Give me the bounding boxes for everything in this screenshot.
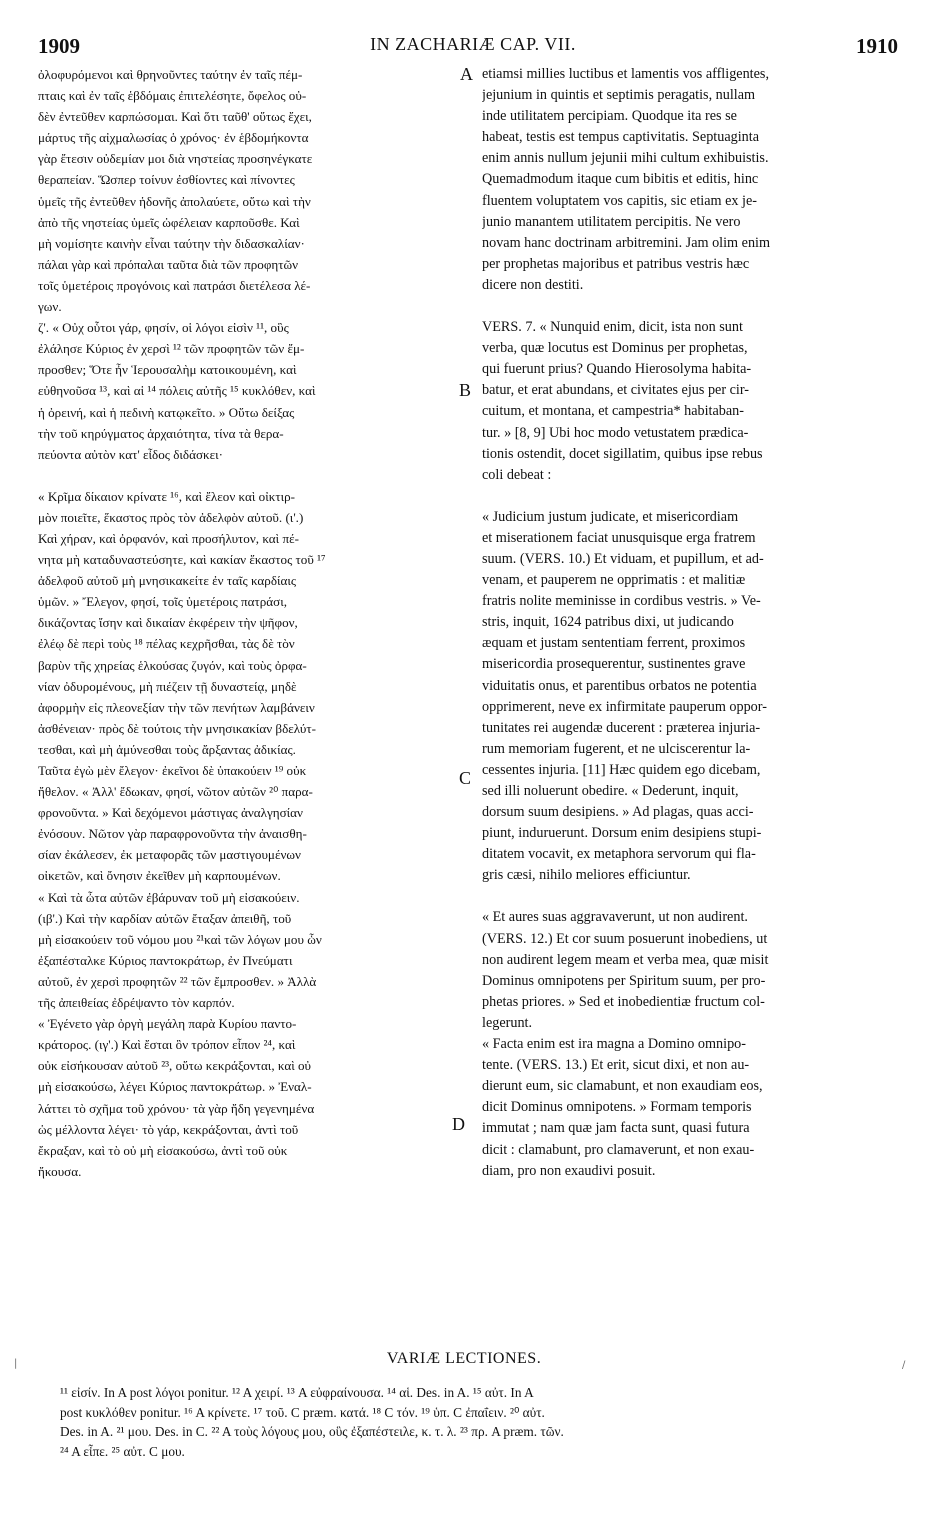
margin-marker-d: D <box>452 1114 465 1134</box>
latin-text-line: cessentes injuria. [11] Hæc quidem ego dicebam, <box>482 761 761 778</box>
greek-text-line: « Ἐγένετο γὰρ ὀργὴ μεγάλη παρὰ Κυρίου παντο- <box>38 1016 297 1032</box>
latin-text-line: Dominus omnipotens per Spiritum suum, per pro- <box>482 972 766 989</box>
latin-text-line: rum memoriam fugerent, et ne ulciscerentur la- <box>482 740 751 757</box>
variant-note-line: ¹¹ εἰσίν. In A post λόγοι ponitur. ¹² A χειρί. ¹³ A εὐφραίνουσα. ¹⁴ αἱ. Des. in A. ¹⁵ αὐτ. In A <box>60 1385 534 1400</box>
greek-text-line: ἐλέῳ δὲ περὶ τοὺς ¹⁸ πέλας κεχρῆσθαι, τὰς δὲ τὸν <box>38 636 295 652</box>
latin-text-line: tunitates rei augendæ ducerent : præterea injuria- <box>482 719 761 736</box>
latin-text-line: ditatem vocavit, ex metaphora servorum qui fla- <box>482 846 756 863</box>
latin-text-line: viduitatis onus, et parentibus orbatos ne potentia <box>482 677 757 694</box>
greek-text-line: γὰρ ἔτεσιν οὐδεμίαν μοι διὰ νηστείας προσηνέγκατε <box>38 151 313 167</box>
greek-column <box>38 64 458 1182</box>
greek-text-line: ἤκουσα. <box>38 1163 82 1179</box>
greek-text-line: νητα μὴ καταδυναστεύσητε, καὶ κακίαν ἕκαστος τοῦ ¹⁷ <box>38 552 326 568</box>
right-page-number: 1910 <box>856 34 898 58</box>
greek-text-line: ὑμῶν. » Ἔλεγον, φησί, τοῖς ὑμετέροις πατράσι, <box>38 594 288 610</box>
margin-marker-c: C <box>459 768 472 788</box>
page-header <box>38 34 908 64</box>
greek-text-line: ὡς μέλλοντα λέγει· τὸ γάρ, κεκράξονται, ἀντὶ τοῦ <box>38 1121 299 1137</box>
greek-text-line: φρονοῦντα. » Καὶ δεχόμενοι μάστιγας ἀναλγησίαν <box>38 805 303 821</box>
variae-lectiones-notes <box>60 1383 890 1461</box>
latin-text-line: jejunium in quintis et septimis peragatis, nullam <box>482 87 756 104</box>
greek-text-line: ζ'. « Οὐχ οὗτοι γάρ, φησίν, οἱ λόγοι εἰσὶν ¹¹, οὓς <box>38 320 289 336</box>
latin-text-line: phetas priores. » Sed et inobedientiæ fructum col- <box>482 993 765 1010</box>
greek-text-line: ἀδελφοῦ αὐτοῦ μὴ μνησικακείτε ἐν ταῖς καρδίαις <box>38 573 297 589</box>
latin-text-line: dierunt eum, sic clamabunt, et non exaudiam eos, <box>482 1078 763 1095</box>
latin-text-line: sed illi noluerunt obedire. « Dederunt, inquit, <box>482 783 739 799</box>
latin-text-line: immutat ; nam quæ jam facta sunt, quasi futura <box>482 1120 750 1137</box>
latin-text-line: cuitum, et montana, et campestria* habitaban- <box>482 403 744 420</box>
latin-text-line: fluentem voluptatem vos capitis, sic etiam ex je- <box>482 192 758 209</box>
greek-text-line: λάττει τὸ σχῆμα τοῦ χρόνου· τὰ γὰρ ἤδη γεγενημένα <box>38 1100 315 1116</box>
latin-text-line: « Et aures suas aggravaverunt, ut non audirent. <box>482 909 748 926</box>
latin-text-line: VERS. 7. « Nunquid enim, dicit, ista non sunt <box>482 319 743 336</box>
margin-marker-a: A <box>460 64 473 84</box>
paragraph-gap <box>482 296 892 317</box>
latin-text-line: suum. (VERS. 10.) Et viduam, et pupillum, et ad- <box>482 550 764 567</box>
variant-note-line: Des. in A. ²¹ μου. Des. in C. ²² A τοὺς λόγους μου, οὓς ἐξαπέστειλε, κ. τ. λ. ²³ πρ. A præm. τῶν. <box>60 1424 564 1439</box>
greek-text-line: οὐκ εἰσήκουσαν αὐτοῦ ²³, οὕτω κεκράξονται, καὶ οὐ <box>38 1058 312 1074</box>
latin-text-line: fratris nolite meminisse in cordibus vestris. » Ve- <box>482 593 761 610</box>
latin-text-line: venam, et pauperem ne opprimatis : et malitiæ <box>482 572 746 589</box>
greek-text-line: Καὶ χήραν, καὶ ὀρφανόν, καὶ προσήλυτον, καὶ πέ- <box>38 530 299 546</box>
latin-text-line: batur, et erat abundans, et civitates ejus per cir- <box>482 382 750 399</box>
greek-text-line: πταις καὶ ἐν ταῖς ἑβδόμαις ἐπιτελέσητε, ὄφελος οὐ- <box>38 88 307 104</box>
greek-text-line: ὑμεῖς τῆς ἐντεῦθεν ἡδονῆς ἀπολαύετε, οὕτω καὶ τὴν <box>38 193 311 209</box>
greek-text-line: ἀφορμὴν εἰς πλεονεξίαν τὴν τῶν πενήτων λαμβάνειν <box>38 699 315 715</box>
greek-text-line: δὲν ἐντεῦθεν καρπώσομαι. Καὶ ὅτι ταῦθ' οὕτως ἔχει, <box>38 109 312 125</box>
greek-text-line: ἐνόσουν. Νῶτον γὰρ παραφρονοῦντα τὴν ἀναισθη- <box>38 826 307 842</box>
latin-column <box>482 64 892 1182</box>
latin-text-line: tionis ostendit, docet sigillatim, quibus ipse rebus <box>482 445 763 462</box>
latin-text-line: dicere non destiti. <box>482 276 584 293</box>
greek-text-line: Ταῦτα ἐγὼ μὲν ἔλεγον· ἐκεῖνοι δὲ ὑπακούειν ¹⁹ οὐκ <box>38 763 307 778</box>
greek-text-line: προσθεν; Ὅτε ἦν Ἱερουσαλὴμ κατοικουμένη, καὶ <box>38 362 297 378</box>
paragraph-gap <box>482 886 892 907</box>
scan-speck: | <box>14 1358 18 1369</box>
greek-text-line: δικάζοντας ἴσην καὶ δικαίαν ἐκφέρειν τὴν ψῆφον, <box>38 615 298 631</box>
latin-text-line: opprimerent, neve ex infirmitate pauperum oppor- <box>482 698 767 715</box>
latin-text-line: etiamsi millies luctibus et lamentis vos affligentes, <box>482 66 769 82</box>
greek-text-line: μὴ εἰσακούειν τοῦ νόμου μου ²¹καὶ τῶν λόγων μου ὧν <box>38 931 322 947</box>
greek-text-line: τεσθαι, καὶ μὴ ἀμύνεσθαι τοὺς ἄρξαντας ἀδικίας. <box>38 741 296 757</box>
latin-text-line: inde utilitatem percipiam. Quodque ita res se <box>482 108 737 125</box>
latin-text-line: piunt, induruerunt. Dorsum enim desipiens stupi- <box>482 825 762 842</box>
latin-text-line: tur. » [8, 9] Ubi hoc modo vetustatem prædica- <box>482 424 749 441</box>
latin-text-line: Quemadmodum itaque cum bibitis et editis, hinc <box>482 171 759 188</box>
latin-text-line: gris cæsi, nihilo meliores efficiuntur. <box>482 867 691 884</box>
greek-text-line: μὴ νομίσητε καινὴν εἶναι ταύτην τὴν διδασκαλίαν· <box>38 235 305 251</box>
paragraph-gap <box>38 465 458 486</box>
greek-text-line: κράτορος. (ιγ'.) Καὶ ἔσται ὃν τρόπον εἶπον ²⁴, καὶ <box>38 1037 296 1053</box>
latin-text-line: dicit : clamabunt, pro clamaverunt, et non exau- <box>482 1141 755 1158</box>
latin-text-line: coli debeat : <box>482 466 552 483</box>
paragraph-gap <box>482 486 892 507</box>
latin-text-line: novam hanc doctrinam arbitremini. Jam olim enim <box>482 234 771 251</box>
greek-text-line: βαρὺν τῆς χηρείας ἑλκούσας ζυγόν, καὶ τοὺς ὀρφα- <box>38 657 307 673</box>
greek-text-line: θεραπείαν. Ὥσπερ τοίνυν ἐσθίοντες καὶ πίνοντες <box>38 172 295 188</box>
greek-text-line: « Καὶ τὰ ὦτα αὐτῶν ἐβάρυναν τοῦ μὴ εἰσακούειν. <box>38 889 300 905</box>
latin-text-line: junio manantem utilitatem percipitis. Ne vero <box>482 213 741 230</box>
greek-text-line: νίαν ὀδυρομένους, μὴ πιέζειν τῇ δυναστείᾳ, μηδὲ <box>38 678 297 694</box>
greek-text-line: ἀσθένειαν· πρὸς δὲ τούτοις τὴν μνησικακίαν βδελύτ- <box>38 720 316 736</box>
greek-text-line: μάρτυς τῆς αἰχμαλωσίας ὁ χρόνος· ἐν ἑβδομήκοντα <box>38 130 309 146</box>
greek-text-line: τῆς ἀπειθείας ἐδρέψαντο τὸν καρπόν. <box>38 995 235 1011</box>
greek-text-line: ἡ ὀρεινή, καὶ ἡ πεδινὴ κατῳκεῖτο. » Οὕτω δείξας <box>38 404 295 420</box>
latin-text-line: verba, quæ locutus est Dominus per prophetas, <box>482 340 748 357</box>
running-title: IN ZACHARIÆ CAP. VII. <box>370 34 576 54</box>
latin-text-line: dicit Dominus omnipotens. » Formam temporis <box>482 1099 752 1116</box>
greek-text-line: (ιβ'.) Καὶ τὴν καρδίαν αὐτῶν ἔταξαν ἀπειθῆ, τοῦ <box>38 910 292 926</box>
variae-lectiones-title: VARIÆ LECTIONES. <box>386 1350 542 1367</box>
latin-text-line: misericordia prosequerentur, sustinentes grave <box>482 656 746 673</box>
latin-text-line: æquam et justam sententiam ferrent, proximos <box>482 635 746 652</box>
greek-text-line: οἰκετῶν, καὶ ὄνησιν ἐκεῖθεν μὴ καρπουμένων. <box>38 868 281 884</box>
latin-text-line: enim annis nullum jejunii mihi cultum exhibuistis. <box>482 150 769 167</box>
latin-text-line: legerunt. <box>482 1014 533 1031</box>
latin-text-line: « Judicium justum judicate, et misericordiam <box>482 508 739 525</box>
latin-text-line: dorsum suum desipiens. » Ad plagas, quas acci- <box>482 804 754 821</box>
greek-text-line: ἔκραξαν, καὶ τὸ οὐ μὴ εἰσακούσω, ἀντὶ τοῦ οὐκ <box>38 1142 288 1158</box>
latin-text-line: per prophetas majoribus et patribus vestris hæc <box>482 255 750 272</box>
greek-text-line: εὐθηνοῦσα ¹³, καὶ αἱ ¹⁴ πόλεις αὐτῆς ¹⁵ κυκλόθεν, καὶ <box>38 383 316 399</box>
variant-note-line: post κυκλόθεν ponitur. ¹⁶ A κρίνετε. ¹⁷ τοῦ. C præm. κατά. ¹⁸ C τόν. ¹⁹ ὑπ. C ἐπαΐειν. ²⁰ αὐτ. <box>60 1404 545 1420</box>
greek-text-line: ἐξαπέσταλκε Κύριος παντοκράτωρ, ἐν Πνεύματι <box>38 952 293 968</box>
greek-text-line: ἀπὸ τῆς νηστείας ὑμεῖς ὠφέλειαν καρποῦσθε. Καὶ <box>38 214 300 230</box>
latin-text-line: non audirent legem meam et verba mea, quæ misit <box>482 951 769 968</box>
greek-text-line: αὐτοῦ, ἐν χερσὶ προφητῶν ²² τῶν ἔμπροσθεν. » Ἀλλὰ <box>38 973 317 989</box>
variant-note-line: ²⁴ A εἶπε. ²⁵ αὐτ. C μου. <box>60 1443 185 1459</box>
greek-text-line: μὸν ποιεῖτε, ἕκαστος πρὸς τὸν ἀδελφὸν αὐτοῦ. (ι'.) <box>38 509 304 525</box>
latin-text-line: qui fuerunt prius? Quando Hierosolyma habita- <box>482 361 752 378</box>
greek-text-line: πάλαι γὰρ καὶ πρόπαλαι ταῦτα διὰ τῶν προφητῶν <box>38 256 299 272</box>
latin-text-line: habeat, testis est tempus captivitatis. Septuaginta <box>482 129 759 146</box>
greek-text-line: ἤθελον. « Ἀλλ' ἔδωκαν, φησί, νῶτον αὐτῶν ²⁰ παρα- <box>38 784 313 800</box>
latin-text-line: et miserationem faciat unusquisque erga fratrem <box>482 529 756 546</box>
scan-speck: / <box>902 1360 906 1371</box>
latin-text-line: tente. (VERS. 13.) Et erit, sicut dixi, et non au- <box>482 1057 750 1074</box>
greek-text-line: μὴ εἰσακούσω, λέγει Κύριος παντοκράτωρ. » Ἐναλ- <box>38 1079 312 1095</box>
greek-text-line: τὴν τοῦ κηρύγματος ἀρχαιότητα, τίνα τὰ θερα- <box>38 425 284 441</box>
greek-text-line: ἐλάλησε Κύριος ἐν χερσὶ ¹² τῶν προφητῶν τῶν ἔμ- <box>38 341 305 357</box>
latin-text-line: « Facta enim est ira magna a Domino omnipo- <box>482 1036 746 1053</box>
left-page-number: 1909 <box>38 34 80 58</box>
margin-marker-b: B <box>459 380 472 400</box>
latin-text-line: diam, pro non exaudivi posuit. <box>482 1162 656 1179</box>
latin-text-line: (VERS. 12.) Et cor suum posuerunt inobediens, ut <box>482 930 768 947</box>
greek-text-line: σίαν ἐκάλεσεν, ἐκ μεταφορᾶς τῶν μαστιγουμένων <box>38 847 301 863</box>
greek-text-line: « Κρῖμα δίκαιον κρίνατε ¹⁶, καὶ ἔλεον καὶ οἰκτιρ- <box>38 488 296 504</box>
latin-text-line: stris, inquit, 1624 patribus dixi, ut judicando <box>482 614 734 631</box>
greek-text-line: γων. <box>38 299 62 315</box>
greek-text-line: ὀλοφυρόμενοι καὶ θρηνοῦντες ταύτην ἐν ταῖς πέμ- <box>38 67 303 82</box>
greek-text-line: πεύοντα αὐτὸν κατ' εἶδος διδάσκει· <box>38 446 223 462</box>
greek-text-line: τοῖς ὑμετέροις προγόνοις καὶ πατράσι διετέλεσα λέ- <box>38 277 311 293</box>
